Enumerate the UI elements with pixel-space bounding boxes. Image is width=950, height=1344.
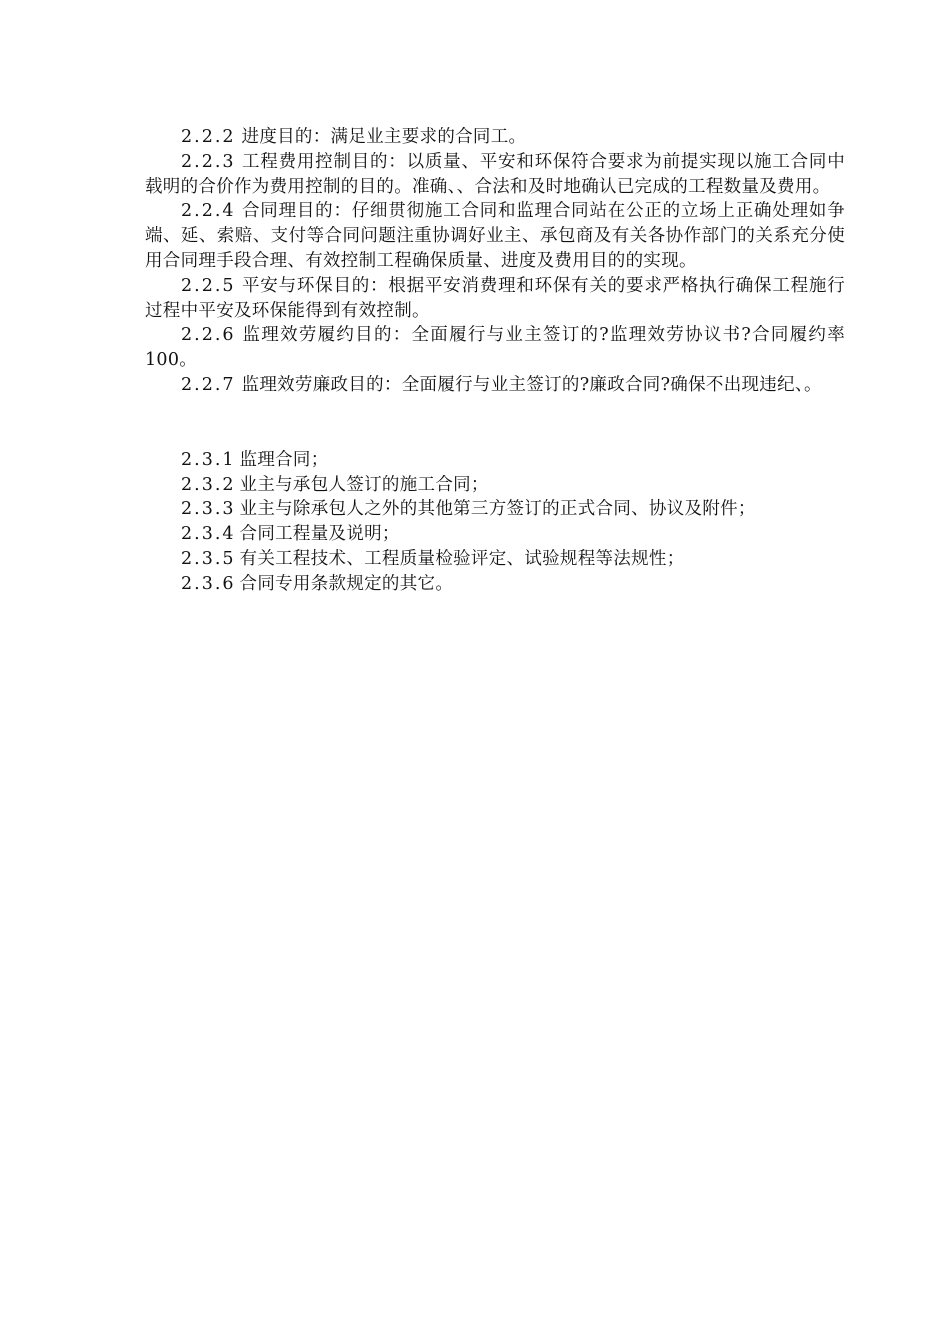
clause-number: 2.2.5	[181, 275, 236, 296]
clause-text: 监理合同；	[239, 449, 329, 470]
clause-number: 2.3.1	[181, 449, 236, 470]
clause-number: 2.2.6	[181, 325, 236, 346]
clause-text: 业主与承包人签订的施工合同；	[239, 474, 489, 495]
objective-paragraph	[145, 373, 845, 398]
objective-paragraph	[145, 274, 845, 324]
clause-text: 工程费用控制目的：以质量、平安和环保符合要求为前提实现以施工合同中载明的合价作为费用控制的目的。准确、、合法和及时地确认已完成的工程数量及费用。	[145, 151, 845, 197]
clause-number: 2.3.2	[181, 474, 236, 495]
clause-text: 业主与除承包人之外的其他第三方签订的正式合同、协议及附件；	[239, 499, 756, 520]
clause-number: 2.2.3	[181, 151, 236, 172]
document-body	[145, 125, 845, 597]
clause-number: 2.3.4	[181, 524, 236, 545]
clause-text: 平安与环保目的：根据平安消费理和环保有关的要求严格执行确保工程施行过程中平安及环保能得到有效控制。	[145, 275, 845, 321]
objective-paragraph	[145, 199, 845, 273]
objective-paragraph	[145, 150, 845, 200]
clause-number: 2.3.6	[181, 573, 236, 594]
clause-text: 监理效劳履约目的：全面履行与业主签订的?监理效劳协议书?合同履约率 100。	[145, 325, 845, 371]
clause-number: 2.2.7	[181, 374, 236, 395]
objective-paragraph	[145, 125, 845, 150]
clause-text: 合同理目的：仔细贯彻施工合同和监理合同站在公正的立场上正确处理如争端、延、索赔、支付等合同问题注重协调好业主、承包商及有关各协作部门的关系充分使用合同理手段合理、有效控制工程确保质量、进度及费用目的的实现。	[145, 201, 845, 271]
objective-paragraph	[145, 323, 845, 373]
clause-text: 合同专用条款规定的其它。	[239, 573, 454, 594]
clause-text: 进度目的：满足业主要求的合同工。	[241, 127, 527, 147]
clause-text: 合同工程量及说明；	[239, 524, 400, 545]
basis-list-item	[145, 473, 845, 498]
clause-number: 2.2.2	[181, 127, 236, 147]
basis-list-item	[145, 497, 845, 522]
basis-list-item	[145, 448, 845, 473]
section-spacer	[145, 398, 845, 448]
clause-text: 监理效劳廉政目的：全面履行与业主签订的?廉政合同?确保不出现违纪、。	[241, 374, 822, 395]
clause-number: 2.3.3	[181, 499, 236, 520]
clause-number: 2.3.5	[181, 548, 236, 569]
basis-list-item	[145, 572, 845, 597]
basis-list-item	[145, 547, 845, 572]
clause-number: 2.2.4	[181, 201, 236, 222]
clause-text: 有关工程技术、工程质量检验评定、试验规程等法规性；	[239, 548, 685, 569]
basis-list-item	[145, 522, 845, 547]
